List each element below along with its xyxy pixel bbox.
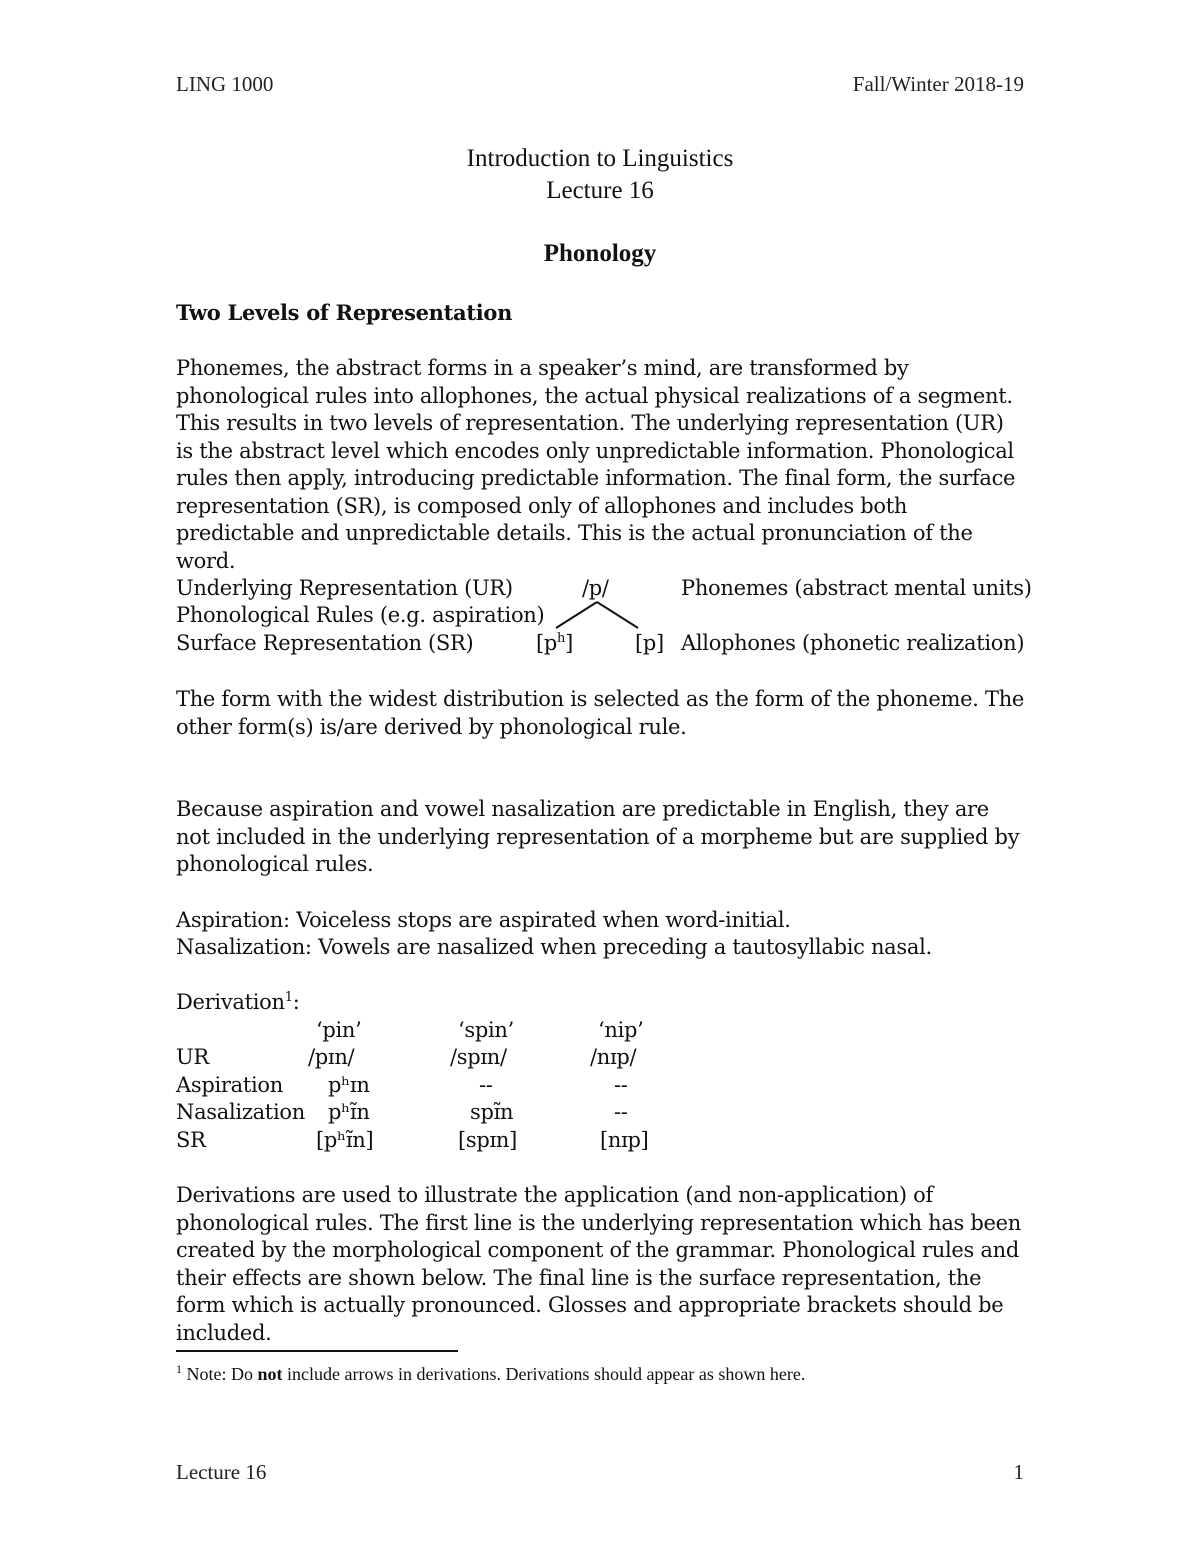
nasalization-nip: -- — [614, 1100, 628, 1124]
paragraph-predictable — [176, 796, 1026, 879]
topic-heading: Phonology — [543, 240, 657, 267]
branch-right-line — [597, 602, 638, 628]
sr-spin: [spɪn] — [458, 1128, 518, 1152]
aspiration-superscript: h — [557, 631, 566, 646]
row-label-nasalization: Nasalization — [176, 1100, 305, 1124]
allophone-aspirated-close: ] — [565, 631, 574, 655]
paragraph-derivations — [176, 1182, 1026, 1347]
aspiration-spin: -- — [479, 1073, 493, 1097]
sr-nip: [nɪp] — [600, 1128, 649, 1152]
footnote-ref: 1 — [284, 990, 293, 1005]
branch-left-line — [556, 602, 597, 628]
gloss-pin: ‘pin’ — [316, 1018, 362, 1042]
derivation-colon: : — [292, 990, 300, 1014]
allophone-aspirated — [536, 631, 573, 655]
branching-lines — [540, 598, 650, 634]
ur-nip: /nɪp/ — [590, 1045, 637, 1069]
footnote-pre: Note: Do — [186, 1364, 253, 1384]
page-number: 1 — [1013, 1460, 1024, 1484]
phoneme: /p/ — [582, 576, 609, 600]
aspiration-pin: pʰɪn — [328, 1073, 370, 1097]
gloss-spin: ‘spin’ — [458, 1018, 515, 1042]
footnote — [176, 1362, 805, 1385]
nasalization-pin: pʰɪ̃n — [328, 1100, 370, 1124]
sr-pin: [pʰɪ̃n] — [316, 1128, 374, 1152]
ur-pin: /pɪn/ — [308, 1045, 355, 1069]
phoneme-description: Phonemes (abstract mental units) — [681, 576, 1032, 600]
paragraph-intro — [176, 355, 1026, 575]
paragraph-distribution — [176, 686, 1026, 741]
paragraph-text: The form with the widest distribution is selected as the form of the phoneme. The other form(s) is/are derived by phonological rule. — [176, 687, 1025, 739]
lecture-number: Lecture 16 — [546, 177, 654, 204]
footer-lecture: Lecture 16 — [176, 1460, 267, 1484]
allophone-aspirated-base: [p — [536, 631, 558, 655]
allophone-description: Allophones (phonetic realization) — [681, 631, 1025, 655]
header-course: LING 1000 — [176, 72, 274, 96]
rule-aspiration: Aspiration: Voiceless stops are aspirated when word-initial. — [176, 908, 791, 932]
doc-title: Introduction to Linguistics — [466, 145, 734, 172]
allophone-plain: [p] — [635, 631, 664, 655]
paragraph-text: Because aspiration and vowel nasalization are predictable in English, they are not included in the underlying representation of a morpheme but are supplied by phonological rules. — [176, 797, 1020, 876]
row-label-aspiration: Aspiration — [176, 1073, 283, 1097]
header-term: Fall/Winter 2018-19 — [852, 72, 1024, 96]
footnote-bold: not — [257, 1364, 283, 1384]
paragraph-text: Derivations are used to illustrate the application (and non-application) of phonological rules. The first line is the underlying representation which has been created by the morphological component of the grammar. Phonological rules and their effects are shown below. The final line is the surface representation, the form which is actually pronounced. Glosses and appropriate brackets should be included. — [176, 1183, 1022, 1345]
row-label-ur: UR — [176, 1045, 209, 1069]
ur-spin: /spɪn/ — [450, 1045, 507, 1069]
paragraph-text: Phonemes, the abstract forms in a speaker’s mind, are transformed by phonological rules into allophones, the actual physical realizations of a segment. This results in two levels of representation. The underlying representation (UR) is the abstract level which encodes only unpredictable information. Phonological rules then apply, introducing predictable information. The final form, the surface representation (SR), is composed only of allophones and includes both predictable and unpredictable details. This is the actual pronunciation of the word. — [176, 356, 1016, 573]
rule-nasalization: Nasalization: Vowels are nasalized when preceding a tautosyllabic nasal. — [176, 935, 932, 959]
rules-label: Phonological Rules (e.g. aspiration) — [176, 603, 545, 627]
gloss-nip: ‘nip’ — [598, 1018, 644, 1042]
derivation-label-text: Derivation — [176, 990, 285, 1014]
aspiration-nip: -- — [614, 1073, 628, 1097]
derivation-label — [176, 990, 300, 1014]
sr-label: Surface Representation (SR) — [176, 631, 474, 655]
footnote-separator — [176, 1350, 458, 1352]
footnote-number: 1 — [176, 1362, 182, 1376]
footnote-post: include arrows in derivations. Derivations should appear as shown here. — [287, 1364, 806, 1384]
row-label-sr: SR — [176, 1128, 206, 1152]
nasalization-spin: spɪ̃n — [470, 1100, 514, 1124]
section-heading: Two Levels of Representation — [176, 300, 513, 325]
ur-label: Underlying Representation (UR) — [176, 576, 513, 600]
